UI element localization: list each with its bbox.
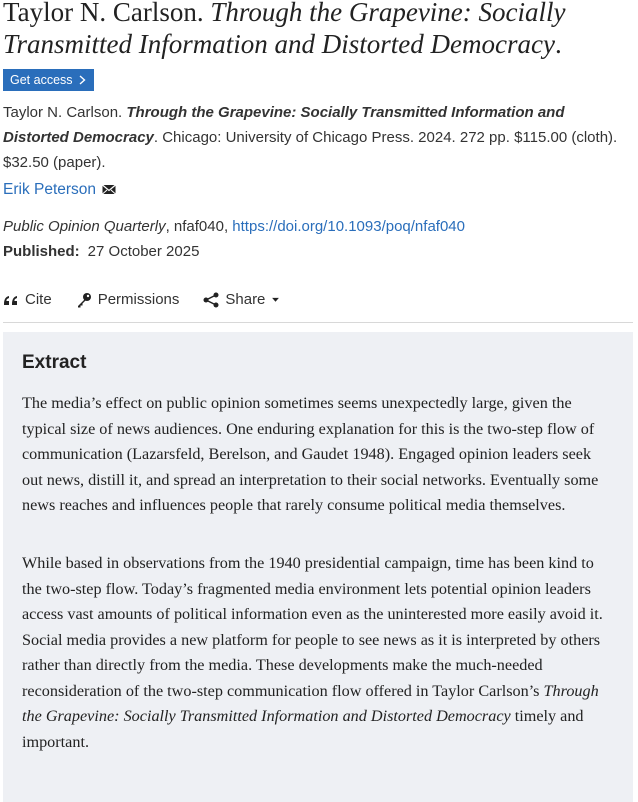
book-citation	[3, 100, 623, 175]
title-author: Taylor N. Carlson.	[3, 0, 204, 27]
permissions-button[interactable]	[76, 291, 180, 308]
key-icon	[76, 292, 92, 308]
share-icon	[203, 292, 219, 308]
doi-link[interactable]: https://doi.org/10.1093/poq/nfaf040	[232, 218, 465, 235]
extract-paragraph-1: The media’s effect on public opinion sometimes seems unexpectedly large, given the typical size of news audiences. One enduring explanation for this is the two-step flow of communication (Lazarsfeld, Berelson, and Gaudet 1948). Engaged opinion leaders seek out news, distill it, and spread an interpretation to their social networks. Eventually some news reaches and influences people that rarely consume political media themselves.	[22, 394, 599, 514]
quote-icon	[3, 292, 19, 308]
citation-details: . Chicago: University of Chicago Press. 2024. 272 pp. $115.00 (cloth). $32.50 (paper).	[3, 129, 618, 171]
paragraph-2-text: While based in observations from the 1940 presidential campaign, time has been kind to the two-step flow. Today’s fragmented media environment lets potential opinion leaders access vast amounts of political information even as the uninterested more easily avoid it. Social media provides a new platform for people to see news as it is interpreted by others rather than directly from the media. These developments make the much-needed reconsideration of the two-step communication flow offered in Taylor Carlson’s	[22, 554, 603, 700]
published-label: Published:	[3, 243, 80, 260]
reviewer-link[interactable]	[3, 181, 117, 199]
title-end: .	[554, 29, 562, 59]
paragraph-2-book-title: Through the Grapevine: Socially Transmitted Information and Distorted Democracy	[22, 681, 599, 725]
caret-down-icon	[271, 295, 280, 304]
title-book: Through the Grapevine: Socially Transmitted Information and Distorted Democracy	[3, 0, 566, 59]
journal-name: Public Opinion Quarterly	[3, 218, 166, 235]
get-access-label: Get access	[10, 73, 73, 87]
cite-button[interactable]	[3, 291, 52, 308]
share-label: Share	[225, 291, 266, 308]
page-title	[3, 0, 635, 60]
envelope-icon[interactable]	[102, 184, 117, 196]
extract-heading: Extract	[22, 352, 87, 373]
citation-book-title: Through the Grapevine: Socially Transmitted Information and Distorted Democracy	[3, 104, 565, 146]
extract-paragraph-2	[22, 551, 614, 755]
cite-label: Cite	[25, 291, 52, 308]
chevron-right-icon	[79, 75, 86, 85]
reviewer-name: Erik Peterson	[3, 181, 97, 198]
permissions-label: Permissions	[97, 291, 180, 308]
published-info	[3, 243, 199, 260]
journal-info	[3, 218, 465, 235]
published-date: 27 October 2025	[87, 243, 200, 260]
citation-author: Taylor N. Carlson.	[3, 104, 123, 121]
paragraph-2-end: timely and important.	[22, 707, 584, 751]
get-access-button[interactable]	[3, 69, 94, 91]
article-id: , nfaf040,	[165, 218, 233, 235]
share-button[interactable]	[203, 291, 280, 308]
article-toolbar	[3, 291, 304, 308]
extract-section	[3, 332, 633, 802]
divider	[3, 322, 633, 323]
